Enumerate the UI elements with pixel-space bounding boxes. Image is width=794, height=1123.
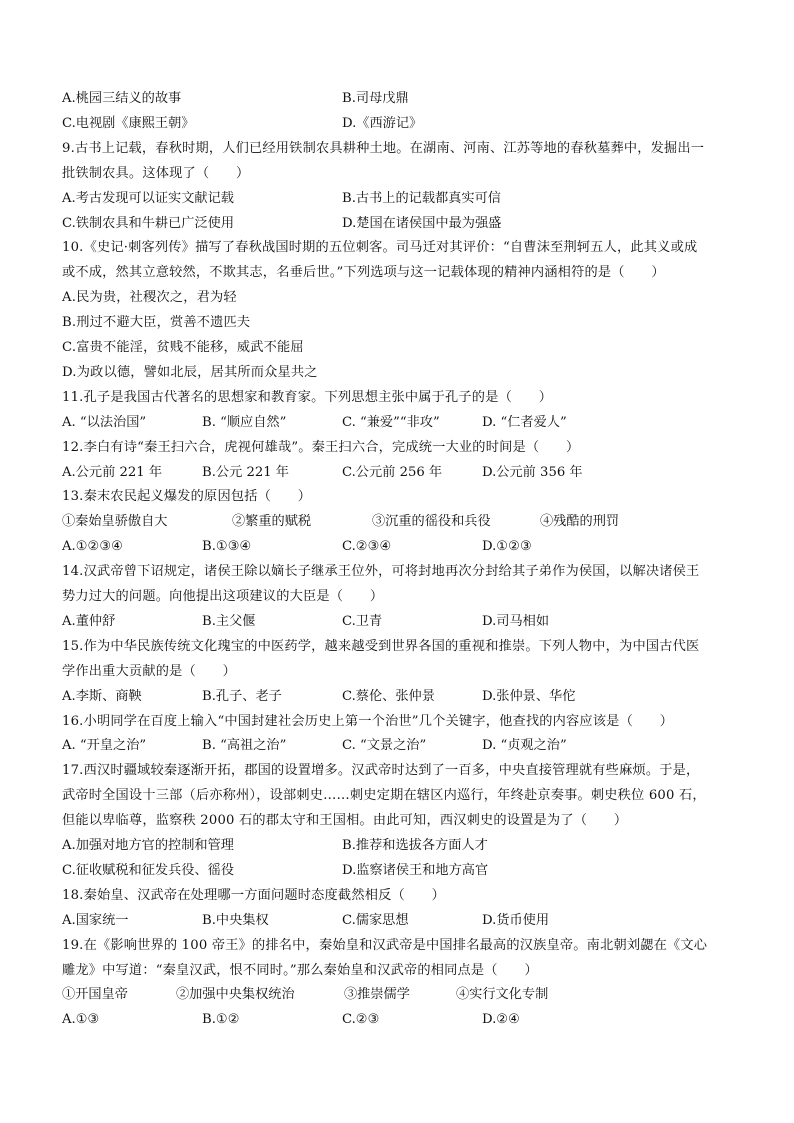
option-item: A. “以法治国”: [62, 415, 147, 430]
option-item: A.①③: [62, 1012, 100, 1027]
option-item: ①开国皇帝: [62, 987, 128, 1002]
option-item: C.铁制农具和牛耕已广泛使用: [62, 216, 235, 231]
option-item: D. “仁者爱人”: [482, 415, 567, 430]
option-item: B. “高祖之治”: [202, 738, 287, 753]
option-item: D.公元前 356 年: [482, 465, 583, 480]
text-line: 15.作为中华民族传统文化瑰宝的中医药学，越来越受到世界各国的重视和推崇。下列人物中，为中国古代医: [62, 639, 700, 654]
text-line: 或不成，然其立意较然，不欺其志，名垂后世。”下列选项与这一记载体现的精神内涵相符的是（ ）: [62, 265, 665, 280]
option-item: D.楚国在诸侯国中最为强盛: [342, 216, 502, 231]
option-item: C.蔡伦、张仲景: [342, 689, 435, 704]
option-item: C.②③: [342, 1012, 380, 1027]
option-item: B.中央集权: [202, 913, 269, 928]
option-item: B.司母戊鼎: [342, 91, 409, 106]
option-item: D.①②③: [482, 539, 532, 554]
option-item: A.考古发现可以证实文献记载: [62, 191, 234, 206]
option-item: A.桃园三结义的故事: [62, 91, 182, 106]
text-line: C.富贵不能淫，贫贱不能移，威武不能屈: [62, 340, 304, 355]
option-item: D.《西游记》: [342, 116, 423, 131]
option-item: D. “贞观之治”: [482, 738, 567, 753]
option-item: B.古书上的记载都真实可信: [342, 191, 501, 206]
text-line: 12.李白有诗“秦王扫六合，虎视何雄哉”。秦王扫六合，完成统一大业的时间是（ ）: [62, 440, 580, 455]
option-item: B.推荐和选拔各方面人才: [342, 838, 488, 853]
option-item: A.国家统一: [62, 913, 129, 928]
option-item: A.公元前 221 年: [62, 465, 163, 480]
option-item: B.主父偃: [202, 614, 256, 629]
text-line: 10.《史记·刺客列传》描写了春秋战国时期的五位刺客。司马迁对其评价：“自曹沫至荆轲五人，此其义或成: [62, 240, 698, 255]
option-item: B.孔子、老子: [202, 689, 282, 704]
option-item: C.公元前 256 年: [342, 465, 443, 480]
option-item: D.张仲景、华佗: [482, 689, 576, 704]
option-item: B.公元 221 年: [202, 465, 289, 480]
option-item: D.货币使用: [482, 913, 550, 928]
text-line: D.为政以德，譬如北辰，居其所而众星共之: [62, 365, 318, 380]
option-item: ②繁重的赋税: [232, 514, 312, 529]
option-item: ④残酷的刑罚: [540, 514, 620, 529]
text-line: B.刑过不避大臣，赏善不遗匹夫: [62, 315, 251, 330]
option-item: A.加强对地方官的控制和管理: [62, 838, 234, 853]
text-line: 武帝时全国设十三部（后亦称州），设部刺史……刺史定期在辖区内巡行，年终赴京奏事。刺史秩位 600 石，: [62, 788, 706, 803]
option-item: A.①②③④: [62, 539, 124, 554]
text-line: 9.古书上记载，春秋时期，人们已经用铁制农具耕种土地。在湖南、河南、江苏等地的春秋墓葬中，发掘出一: [62, 141, 705, 156]
option-item: D.②④: [482, 1012, 520, 1027]
option-item: ③沉重的徭役和兵役: [372, 514, 491, 529]
option-item: B.①②: [202, 1012, 240, 1027]
text-line: 11.孔子是我国古代著名的思想家和教育家。下列思想主张中属于孔子的是（ ）: [62, 390, 553, 405]
option-item: C.卫青: [342, 614, 383, 629]
text-line: 学作出重大贡献的是（ ）: [62, 664, 237, 679]
option-item: B.①③④: [202, 539, 252, 554]
option-item: A. “开皇之治”: [62, 738, 147, 753]
option-item: C.征收赋税和征发兵役、徭役: [62, 863, 235, 878]
option-item: ②加强中央集权统治: [176, 987, 295, 1002]
option-item: B. “顺应自然”: [202, 415, 287, 430]
option-item: D.司马相如: [482, 614, 550, 629]
option-item: C.电视剧《康熙王朝》: [62, 116, 195, 131]
text-line: 18.秦始皇、汉武帝在处理哪一方面问题时态度截然相反（ ）: [62, 888, 446, 903]
option-item: A.董仲舒: [62, 614, 116, 629]
text-line: 17.西汉时疆域较秦逐渐开拓，郡国的设置增多。汉武帝时达到了一百多，中央直接管理就有些麻烦。于是，: [62, 763, 700, 778]
option-item: C. “文景之治”: [342, 738, 427, 753]
option-item: A.李斯、商鞅: [62, 689, 142, 704]
text-line: 19.在《影响世界的 100 帝王》的排名中，秦始皇和汉武帝是中国排名最高的汉族皇帝。南北朝刘勰在《文心: [62, 938, 708, 953]
text-line: A.民为贵，社稷次之，君为轻: [62, 290, 237, 305]
text-line: 批铁制农具。这体现了（ ）: [62, 166, 250, 181]
text-line: 14.汉武帝曾下诏规定，诸侯王除以嫡长子继承王位外，可将封地再次分封给其子弟作为侯国，以解决诸侯王: [62, 564, 700, 579]
option-item: C. “兼爱”“非攻”: [342, 415, 440, 430]
option-item: C.②③④: [342, 539, 392, 554]
option-item: C.儒家思想: [342, 913, 409, 928]
option-item: D.监察诸侯王和地方高官: [342, 863, 489, 878]
option-item: ④实行文化专制: [456, 987, 549, 1002]
text-line: 16.小明同学在百度上输入“中国封建社会历史上第一个治世”几个关键字，他查找的内容应该是（ ）: [62, 714, 674, 729]
option-item: ①秦始皇骄傲自大: [62, 514, 168, 529]
text-line: 但能以卑临尊，监察秩 2000 石的郡太守和王国相。由此可知，西汉刺史的设置是为了（ ）: [62, 813, 628, 828]
text-line: 13.秦末农民起义爆发的原因包括（ ）: [62, 489, 312, 504]
text-line: 势力过大的问题。向他提出这项建议的大臣是（ ）: [62, 589, 384, 604]
option-item: ③推崇儒学: [344, 987, 410, 1002]
text-line: 雕龙》中写道：“秦皇汉武，恨不同时。”那么秦始皇和汉武帝的相同点是（ ）: [62, 963, 538, 978]
